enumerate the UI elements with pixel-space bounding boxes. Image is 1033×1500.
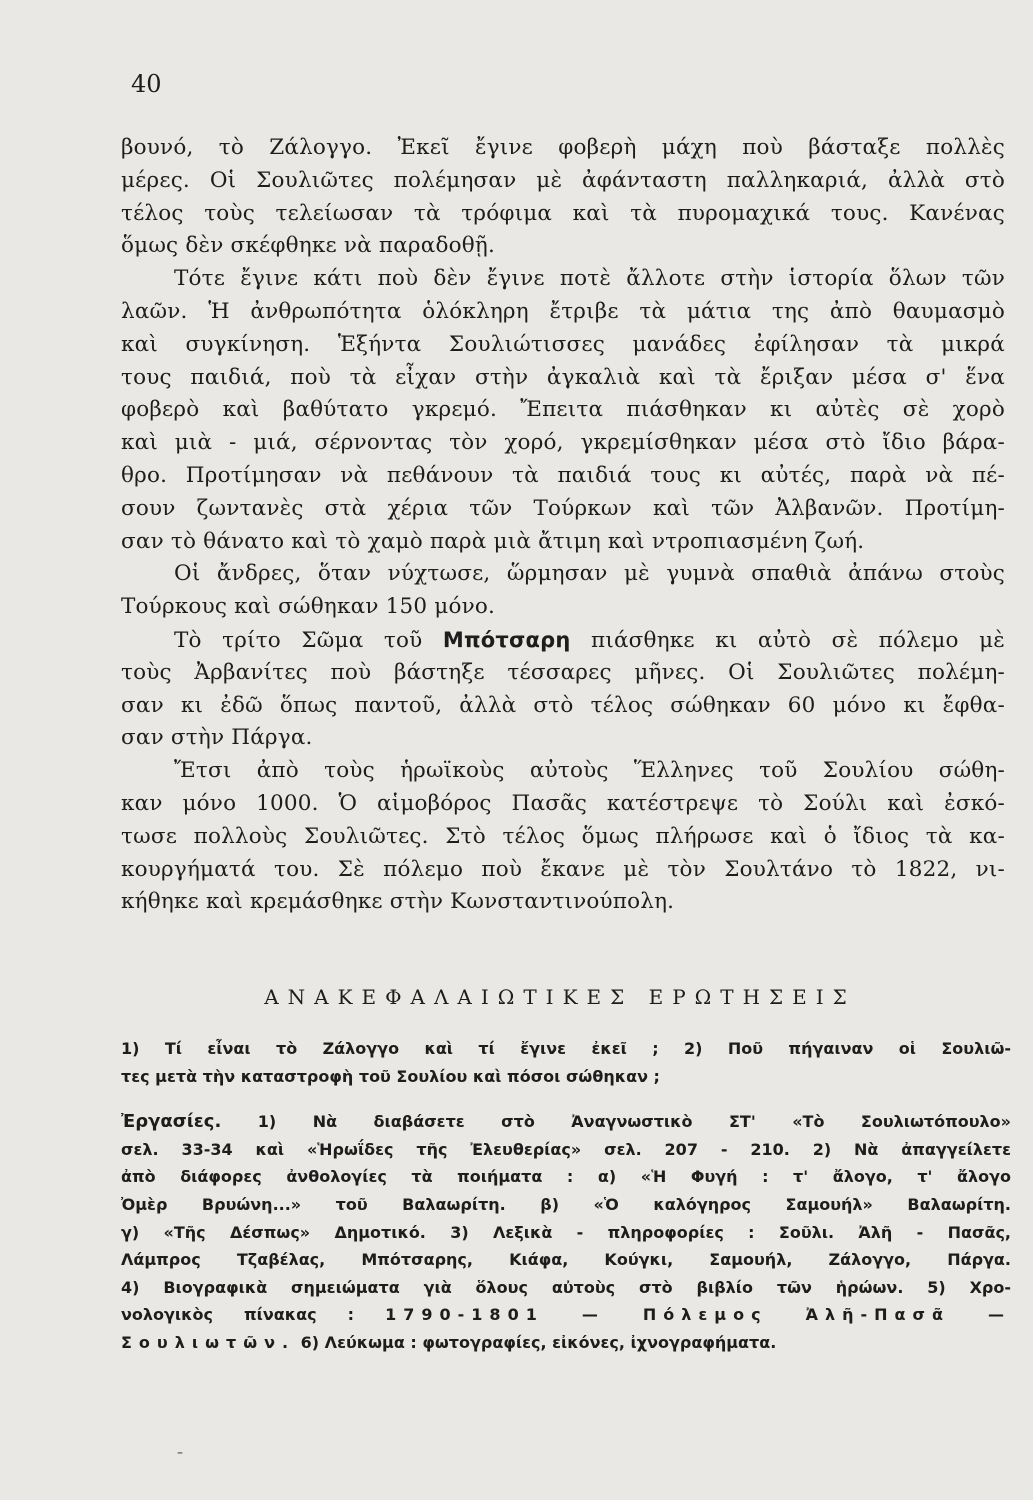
question-line: τες μετὰ τὴν καταστροφὴ τοῦ Σουλίου καὶ πόσοι σώθηκαν ; — [121, 1066, 660, 1086]
assignment-line: 4) Βιογραφικὰ σημειώματα γιὰ ὅλους αὐτοὺς στὸ βιβλίο τῶν ἡρώων. 5) Χρο- — [121, 1277, 1011, 1297]
text-line: σαν κι ἐδῶ ὅπως παντοῦ, ἀλλὰ στὸ τέλος σώθηκαν 60 μόνο κι ἔφθα- — [121, 692, 1005, 718]
stray-mark: ˍ — [176, 1436, 184, 1455]
chronology-title-end: Σουλιωτῶν. — [121, 1332, 296, 1352]
text-segment: πιάσθηκε κι αὐτὸ σὲ πόλεμο μὲ — [570, 627, 1005, 653]
text-line: τωσε πολλοὺς Σουλιῶτες. Στὸ τέλος ὅμως πλήρωσε καὶ ὁ ἴδιος τὰ κα- — [121, 823, 1005, 849]
assignment-line: γ) «Τῆς Δέσπως» Δημοτικό. 3) Λεξικὰ - πληροφορίες : Σοῦλι. Ἀλῆ - Πασᾶς, — [121, 1222, 1011, 1242]
text-line: τους παιδιά, ποὺ τὰ εἶχαν στὴν ἀγκαλιὰ καὶ τὰ ἔριξαν μέσα σ' ἕνα — [121, 364, 1005, 390]
text-line: σαν στὴν Πάργα. — [121, 725, 313, 751]
text-line: βουνό, τὸ Ζάλογγο. Ἐκεῖ ἔγινε φοβερὴ μάχη ποὺ βάσταξε πολλὲς — [121, 135, 1005, 160]
assignments — [121, 1108, 1011, 1356]
text-segment: Τὸ τρίτο Σῶμα τοῦ — [174, 627, 443, 653]
assignment-line: ἀπὸ διάφορες ἀνθολογίες τὰ ποιήματα : α) «Ἡ Φυγή : τ' ἄλογο, τ' ἄλογο — [121, 1167, 1011, 1187]
body-text — [121, 132, 1005, 919]
assignment-line: Λάμπρος Τζαβέλας, Μπότσαρης, Κιάφα, Κούγκι, Σαμουήλ, Ζάλογγο, Πάργα. — [121, 1250, 1011, 1270]
text-line: μέρες. Οἱ Σουλιῶτες πολέμησαν μὲ ἀφάνταστη παλληκαριά, ἀλλὰ στὸ — [121, 167, 1005, 193]
assignment-line: σελ. 33-34 καὶ «Ἡρωΐδες τῆς Ἐλευθερίας» σελ. 207 - 210. 2) Νὰ ἀπαγγείλετε — [121, 1139, 1011, 1159]
text-line: ὅμως δὲν σκέφθηκε νὰ παραδοθῇ. — [121, 233, 496, 259]
text-line: καὶ συγκίνηση. Ἑξήντα Σουλιώτισσες μανάδες ἐφίλησαν τὰ μικρά — [121, 331, 1005, 357]
text-line: κουργήματά του. Σὲ πόλεμο ποὺ ἔκανε μὲ τὸν Σουλτάνο τὸ 1822, νι- — [121, 856, 1005, 882]
chronology-label: νολογικὸς πίνακας : — [121, 1305, 355, 1325]
assignment-line — [121, 1329, 1011, 1357]
text-line: θρο. Προτίμησαν νὰ πεθάνουν τὰ παιδιά τους κι αὐτές, παρὰ νὰ πέ- — [121, 462, 1005, 488]
assignments-label: Ἐργασίες. — [121, 1111, 222, 1133]
text-line: τοὺς Ἀρβανίτες ποὺ βάστηξε τέσσαρες μῆνες. Οἱ Σουλιῶτες πολέμη- — [121, 659, 1005, 685]
text-line: κήθηκε καὶ κρεμάσθηκε στὴν Κωνσταντινούπολη. — [121, 889, 675, 915]
text-line: καὶ μιὰ - μιά, σέρνοντας τὸν χορό, γκρεμίσθηκαν μέσα στὸ ἴδιο βάρα- — [121, 430, 1005, 456]
text-line: Τότε ἔγινε κάτι ποὺ δὲν ἔγινε ποτὲ ἄλλοτε στὴν ἱστορία ὅλων τῶν — [174, 266, 1005, 292]
assignment-line — [121, 1301, 1011, 1329]
text-line: φοβερὸ καὶ βαθύτατο γκρεμό. Ἔπειτα πιάσθηκαν κι αὐτὲς σὲ χορὸ — [121, 397, 1005, 423]
chronology-title: 1790-1801 — Πόλεμος Ἀλῆ-Πασᾶ — — [385, 1305, 1011, 1325]
question-line: 1) Τί εἶναι τὸ Ζάλογγο καὶ τί ἔγινε ἐκεῖ ; 2) Ποῦ πήγαιναν οἱ Σουλιῶ- — [121, 1039, 1011, 1058]
review-questions — [121, 1035, 1011, 1357]
text-line: τέλος τοὺς τελείωσαν τὰ τρόφιμα καὶ τὰ πυρομαχικά τους. Κανένας — [121, 200, 1005, 226]
text-line: Τούρκους καὶ σώθηκαν 150 μόνο. — [121, 594, 496, 620]
page-number: 40 — [131, 70, 162, 98]
text-line: σουν ζωντανὲς στὰ χέρια τῶν Τούρκων καὶ τῶν Ἀλβανῶν. Προτίμη- — [121, 495, 1005, 521]
assignment-text: 6) Λεύκωμα : φωτογραφίες, εἰκόνες, ἰχνογραφήματα. — [295, 1332, 777, 1352]
text-line — [121, 624, 1005, 657]
text-line: Οἱ ἄνδρες, ὅταν νύχτωσε, ὥρμησαν μὲ γυμνὰ σπαθιὰ ἀπάνω στοὺς — [174, 561, 1005, 587]
bold-name: Μπότσαρη — [442, 627, 571, 652]
assignment-text: 1) Νὰ διαβάσετε στὸ Ἀναγνωστικὸ ΣΤ' «Τὸ Σουλιωτόπουλο» — [221, 1112, 1011, 1132]
text-line: καν μόνο 1000. Ὁ αἱμοβόρος Πασᾶς κατέστρεψε τὸ Σούλι καὶ ἐσκό- — [121, 790, 1005, 816]
assignment-line — [121, 1108, 1011, 1136]
text-line: λαῶν. Ἡ ἀνθρωπότητα ὁλόκληρη ἔτριβε τὰ μάτια της ἀπὸ θαυμασμὸ — [121, 298, 1005, 324]
section-heading: ΑΝΑΚΕΦΑΛΑΙΩΤΙΚΕΣ ΕΡΩΤΗΣΕΙΣ — [264, 985, 856, 1009]
text-line: Ἔτσι ἀπὸ τοὺς ἡρωϊκοὺς αὐτοὺς Ἕλληνες τοῦ Σουλίου σώθη- — [174, 758, 1005, 784]
text-line: σαν τὸ θάνατο καὶ τὸ χαμὸ παρὰ μιὰ ἄτιμη καὶ ντροπιασμένη ζωή. — [121, 528, 865, 554]
assignment-line: Ὀμὲρ Βρυώνη...» τοῦ Βαλαωρίτη. β) «Ὁ καλόγηρος Σαμουήλ» Βαλαωρίτη. — [121, 1194, 1011, 1214]
